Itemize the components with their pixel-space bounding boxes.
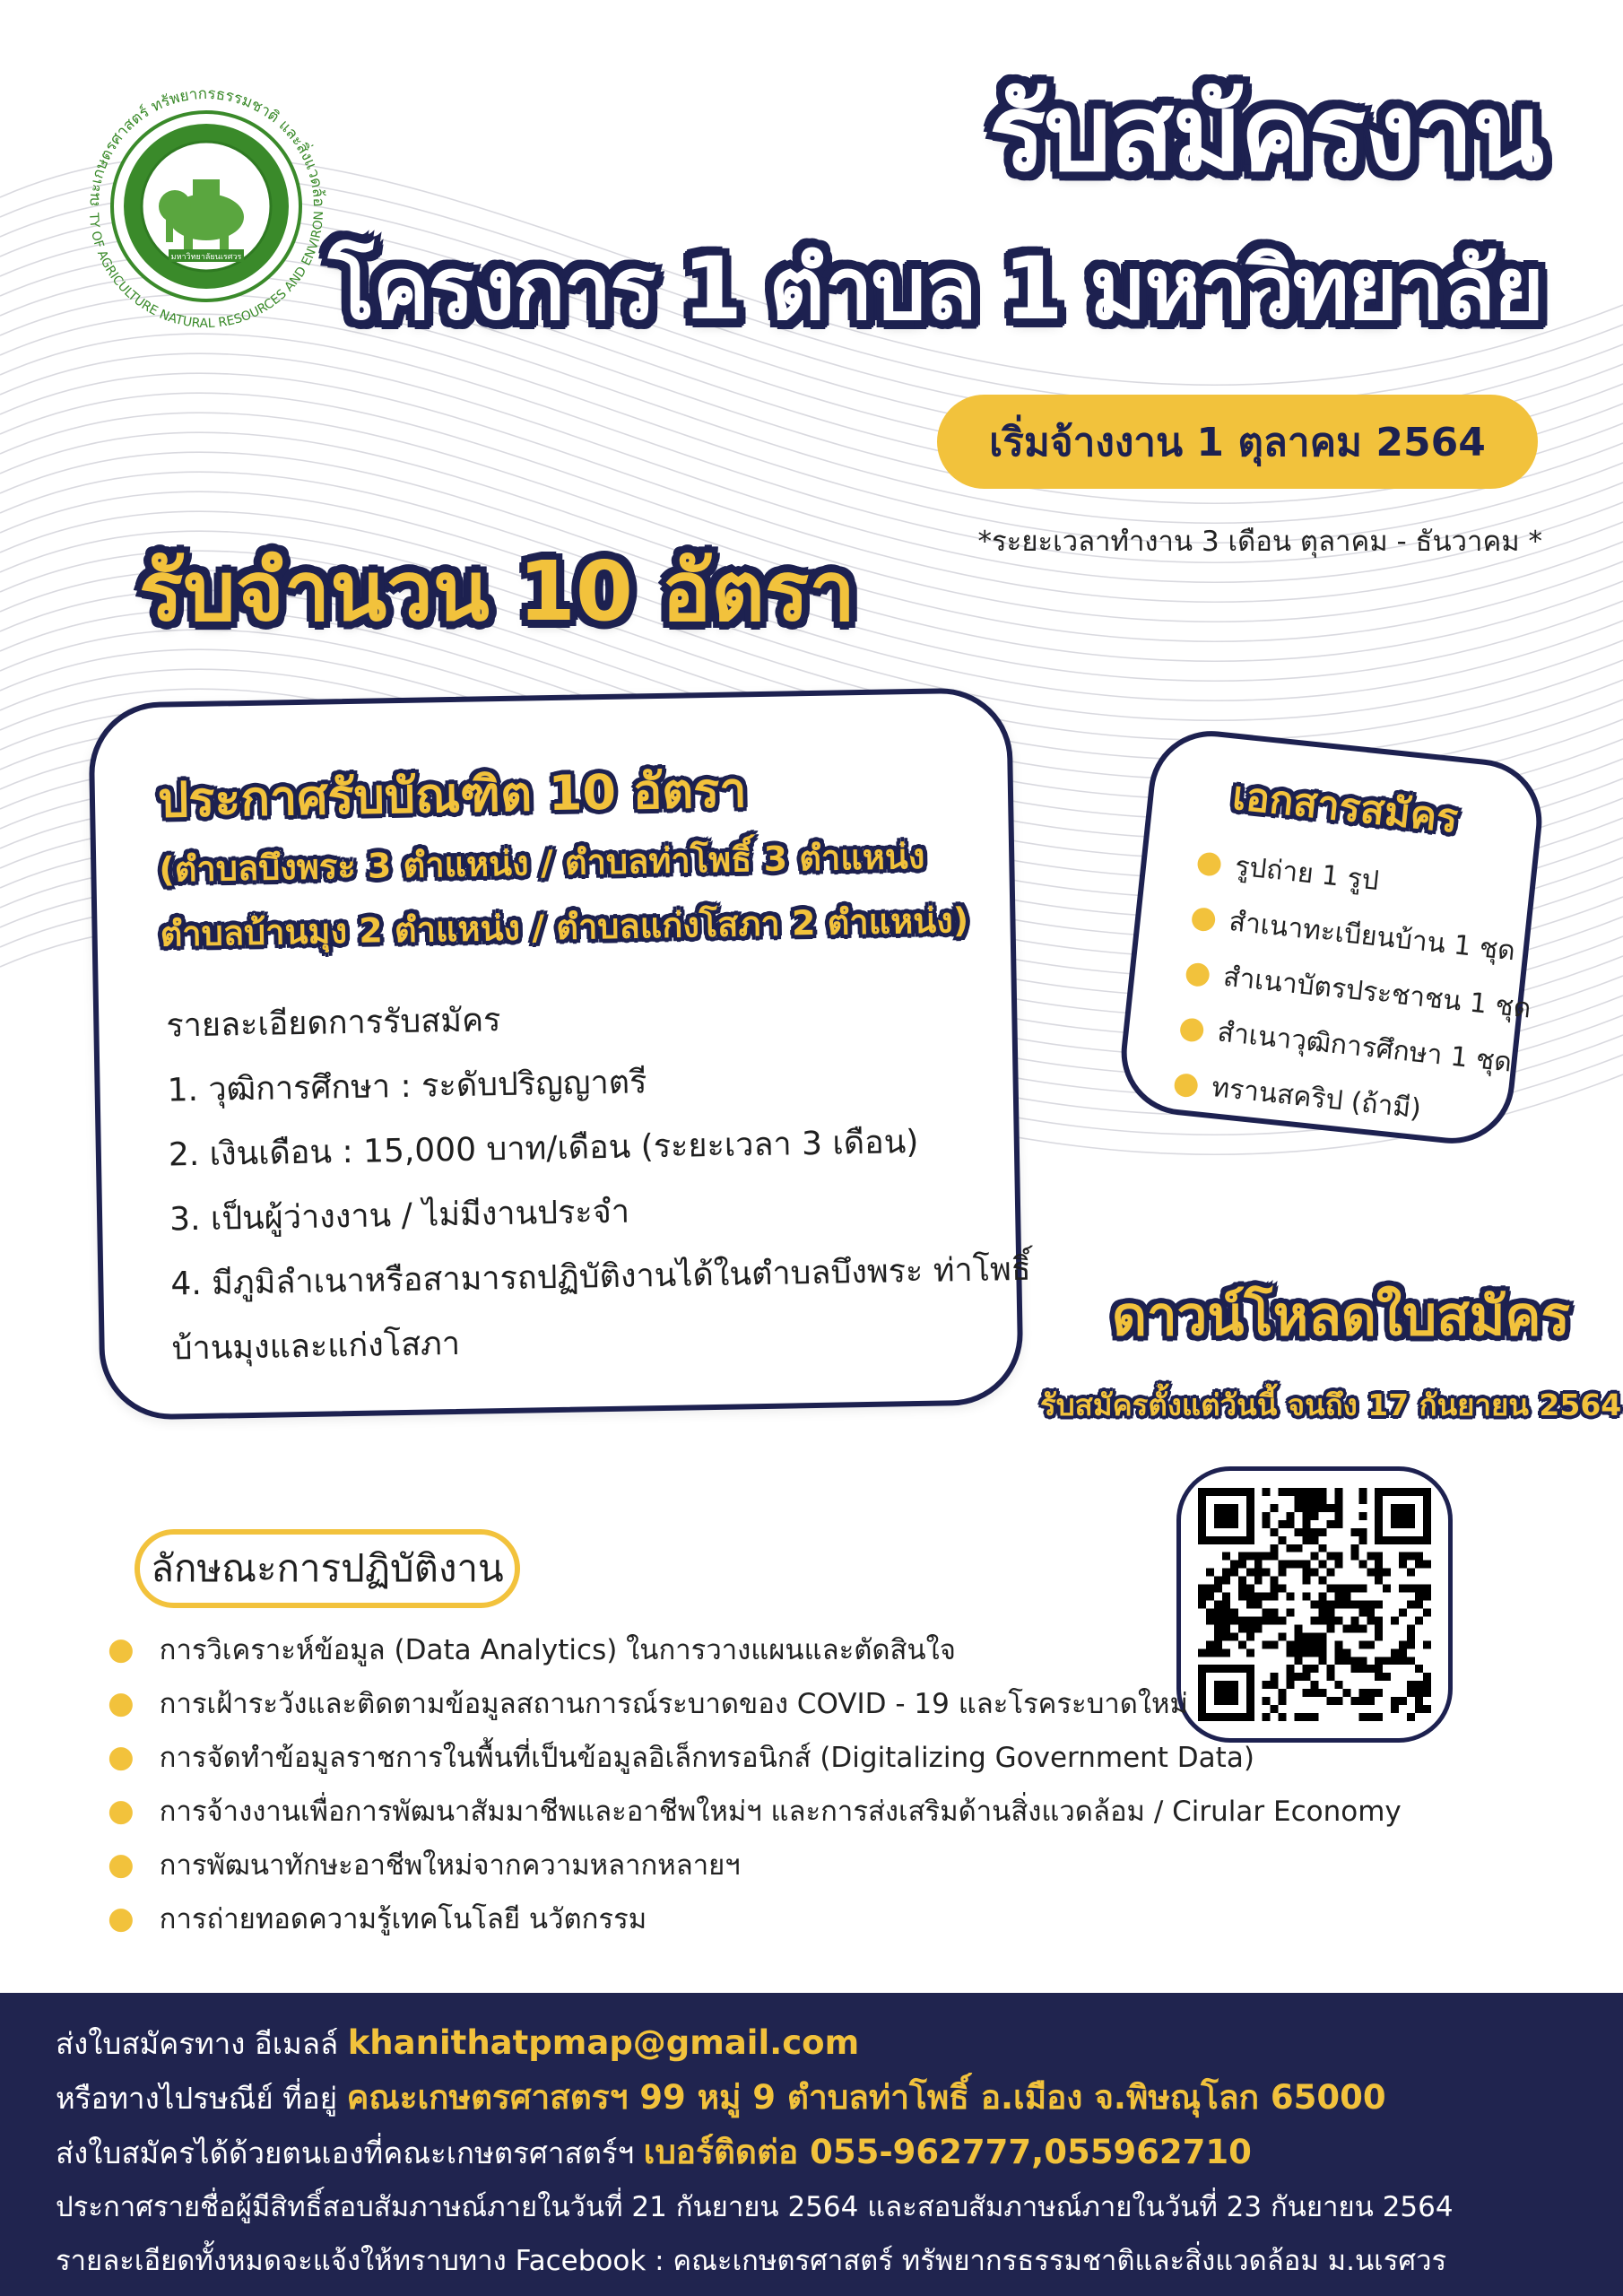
- list-item: ● สำเนาวุฒิการศึกษา 1 ชุด: [1176, 1008, 1514, 1079]
- list-item: ● ทรานสคริป (ถ้ามี): [1171, 1064, 1423, 1126]
- contact-email-link[interactable]: khanithatpmap@gmail.com: [347, 2023, 860, 2062]
- logo-center-text: มหาวิทยาลัยนเรศวร: [170, 253, 242, 262]
- announcement-card: [88, 687, 1032, 1421]
- requirement-domicile-cont: บ้านมุงและแก่งโสภา: [171, 1325, 461, 1368]
- work-period-note: *ระยะเวลาทำงาน 3 เดือน ตุลาคม - ธันวาคม *: [977, 526, 1542, 558]
- postal-address: คณะเกษตรศาสตรฯ 99 หมู่ 9 ตำบลท่าโพธิ์ อ.เมือง จ.พิษณุโลก 65000: [346, 2078, 1386, 2117]
- bullet-icon: ●: [1171, 1064, 1202, 1103]
- list-item: ● การจ้างงานเพื่อการพัฒนาสัมมาชีพและอาชีพใหม่ฯ และการส่งเสริมด้านสิ่งแวดล้อม / Cirular Economy: [108, 1793, 1402, 1829]
- list-item: ● สำเนาบัตรประชาชน 1 ชุด: [1183, 953, 1533, 1025]
- bullet-icon: ●: [1193, 842, 1225, 882]
- download-title: ดาวน์โหลดใบสมัคร: [1112, 1285, 1570, 1348]
- application-deadline: รับสมัครตั้งแต่วันนี้ จนถึง 17 กันยายน 2564: [1040, 1387, 1622, 1422]
- announcement-title: ประกาศรับบัณฑิต 10 อัตรา: [157, 761, 748, 829]
- requirement-unemployed: 3. เป็นผู้ว่างงาน / ไม่มีงานประจำ: [169, 1193, 630, 1239]
- logo-ring-text-en: TY OF AGRICULTURE NATURAL RESOURCES AND ENVIRON: [85, 210, 327, 332]
- bullet-icon: ●: [108, 1631, 135, 1667]
- list-item: ● สำเนาทะเบียนบ้าน 1 ชุด: [1188, 898, 1517, 968]
- footer-email-line: ส่งใบสมัครทาง อีเมลล์ khanithatpmap@gmail.com: [56, 2023, 860, 2062]
- requirements-list: [166, 980, 1032, 1382]
- bullet-icon: ●: [108, 1739, 135, 1775]
- documents-title: เอกสารสมัคร: [1230, 772, 1461, 842]
- list-item: ● การพัฒนาทักษะอาชีพใหม่จากความหลากหลายฯ: [108, 1847, 741, 1883]
- list-item: ● การวิเคราะห์ข้อมูล (Data Analytics) ในการวางแผนและตัดสินใจ: [108, 1631, 956, 1667]
- footer-facebook-note: รายละเอียดทั้งหมดจะแจ้งให้ทราบทาง Facebook : คณะเกษตรศาสตร์ ทรัพยากรธรรมชาติและสิ่งแวดล้อม ม.นเรศวร: [56, 2245, 1447, 2277]
- list-item: ● รูปถ่าย 1 รูป: [1193, 842, 1381, 898]
- list-item: ● การเฝ้าระวังและติดตามข้อมูลสถานการณ์ระบาดของ COVID - 19 และโรคระบาดใหม่: [108, 1685, 1188, 1721]
- faculty-logo: [63, 54, 350, 350]
- documents-list: [1170, 834, 1546, 1147]
- bullet-icon: ●: [108, 1900, 135, 1936]
- bullet-icon: ●: [108, 1685, 135, 1721]
- list-item: ● การถ่ายทอดความรู้เทคโนโลยี นวัตกรรม: [108, 1900, 647, 1936]
- footer-phone-line: ส่งใบสมัครได้ด้วยตนเองที่คณะเกษตรศาสตร์ฯ เบอร์ติดต่อ 055-962777,055962710: [56, 2133, 1252, 2171]
- bullet-icon: ●: [108, 1847, 135, 1883]
- bullet-icon: ●: [1188, 898, 1219, 937]
- logo-ring-text-th: ณะเกษตรศาสตร์ ทรัพยากรธรรมชาติ และสิ่งแวดล้อ: [84, 84, 328, 207]
- announcement-subdistricts-line2: ตำบลบ้านมุง 2 ตำแหน่ง / ตำบลแก่งโสภา 2 ตำแหน่ง): [160, 900, 969, 954]
- contact-phone: เบอร์ติดต่อ 055-962777,055962710: [643, 2133, 1252, 2171]
- list-item: ● การจัดทำข้อมูลราชการในพื้นที่เป็นข้อมูลอิเล็กทรอนิกส์ (Digitalizing Government Data): [108, 1739, 1254, 1775]
- project-title: โครงการ 1 ตำบล 1 มหาวิทยาลัย: [328, 239, 1542, 339]
- page-title: รับสมัครงาน: [989, 71, 1542, 195]
- requirement-salary: 2. เงินเดือน : 15,000 บาท/เดือน (ระยะเวลา 3 เดือน): [168, 1123, 919, 1174]
- bullet-icon: ●: [108, 1793, 135, 1829]
- job-characteristics-title: ลักษณะการปฏิบัติงาน: [135, 1529, 520, 1608]
- bullet-icon: ●: [1176, 1008, 1208, 1048]
- positions-count-title: รับจำนวน 10 อัตรา: [139, 544, 855, 639]
- footer-interview-dates: ประกาศรายชื่อผู้มีสิทธิ์สอบสัมภาษณ์ภายในวันที่ 21 กันยายน 2564 และสอบสัมภาษณ์ภายในวันที่ 23 กันยายน 2564: [56, 2191, 1454, 2223]
- documents-card: [1115, 725, 1549, 1150]
- requirement-domicile: 4. มีภูมิลำเนาหรือสามารถปฏิบัติงานได้ในตำบลบึงพระ ท่าโพธิ์: [170, 1250, 1032, 1303]
- start-date-badge: เริ่มจ้างงาน 1 ตุลาคม 2564: [937, 395, 1538, 489]
- announcement-subdistricts-line1: (ตำบลบึงพระ 3 ตำแหน่ง / ตำบลท่าโพธิ์ 3 ตำแหน่ง: [158, 836, 925, 890]
- bullet-icon: ●: [1183, 953, 1213, 993]
- contact-footer: [0, 1993, 1623, 2296]
- job-characteristics-list: [108, 1623, 1402, 1946]
- requirements-heading: รายละเอียดการรับสมัคร: [166, 1002, 501, 1045]
- requirement-education: 1. วุฒิการศึกษา : ระดับปริญญาตรี: [167, 1064, 647, 1109]
- footer-postal-line: หรือทางไปรษณีย์ ที่อยู่ คณะเกษตรศาสตรฯ 99 หมู่ 9 ตำบลท่าโพธิ์ อ.เมือง จ.พิษณุโลก 65000: [56, 2078, 1386, 2117]
